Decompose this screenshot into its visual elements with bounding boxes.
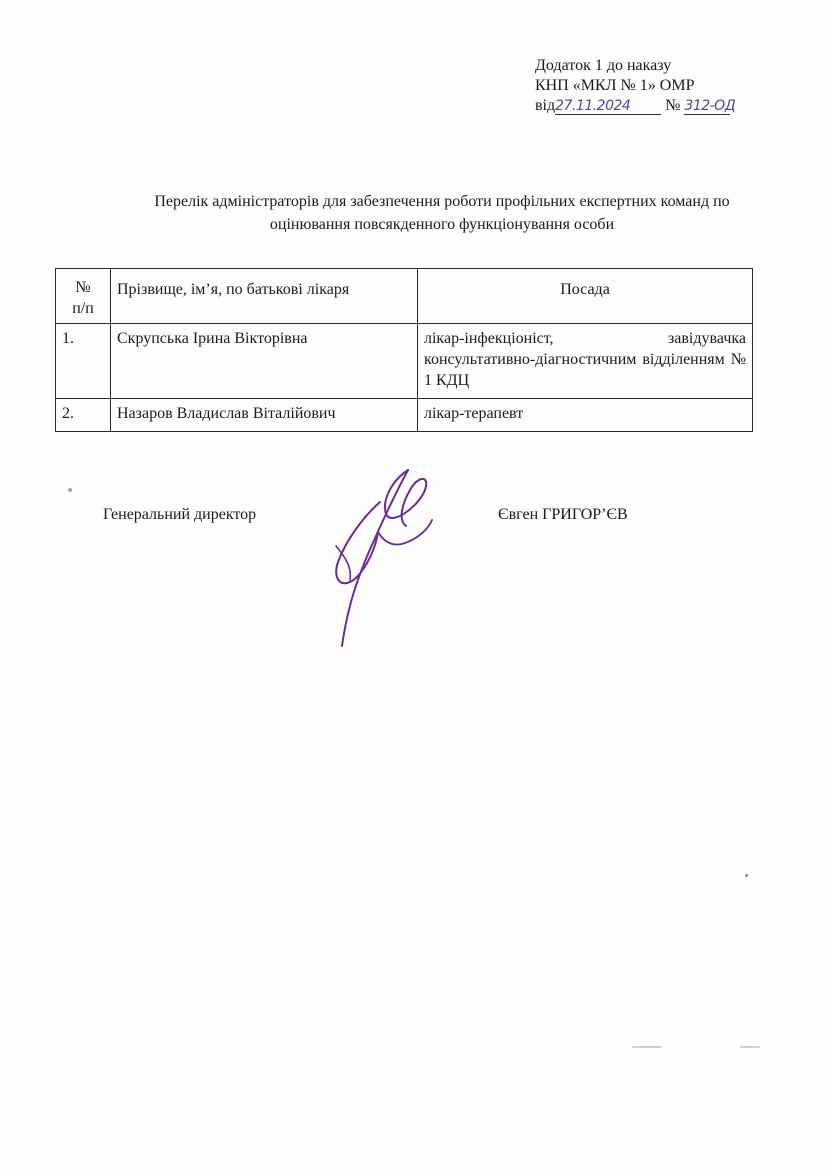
scan-speck (632, 1046, 662, 1048)
row-position: лікар-терапевт (418, 399, 753, 432)
signatory-title: Генеральний директор (103, 506, 257, 523)
header-name: Прізвище, ім’я, по батькові лікаря (111, 269, 418, 324)
header-number (56, 269, 111, 324)
signatory-name: Євген ГРИГОР’ЄВ (498, 506, 628, 523)
order-date-number-line (535, 96, 736, 116)
title-line-1: Перелік адміністраторів для забезпечення роботи профільних експертних команд по (154, 193, 730, 210)
row-number: 1. (56, 324, 111, 399)
addendum-header (535, 56, 736, 116)
header-number-line-2: п/п (72, 300, 94, 317)
row-name: Назаров Владислав Віталійович (111, 399, 418, 432)
scan-speck (745, 874, 748, 877)
document-title (60, 190, 824, 236)
date-prefix: від (535, 97, 556, 114)
scan-speck (740, 1046, 760, 1048)
order-number-field (684, 98, 736, 115)
number-prefix: № (665, 97, 681, 114)
addendum-line-2: КНП «МКЛ № 1» ОМР (535, 77, 695, 94)
administrators-table (55, 268, 753, 432)
handwritten-signature (320, 462, 440, 652)
header-position: Посада (418, 269, 753, 324)
order-date-handwritten: 27.11.2024 (555, 98, 631, 114)
table-header-row (56, 269, 753, 324)
row-name: Скрупська Ірина Вікторівна (111, 324, 418, 399)
addendum-line-1: Додаток 1 до наказу (535, 57, 672, 74)
row-position: лікар-інфекціоніст, завідувачка консультативно-діагностичним відділенням № 1 КДЦ (418, 324, 753, 399)
header-number-line-1: № (75, 279, 91, 296)
title-line-2: оцінювання повсякденного функціонування особи (269, 216, 615, 233)
row-number: 2. (56, 399, 111, 432)
order-number-handwritten: 312-ОД (684, 98, 736, 114)
table-row (56, 399, 753, 432)
table-row (56, 324, 753, 399)
order-date-field (555, 98, 661, 115)
scan-speck (68, 488, 72, 492)
